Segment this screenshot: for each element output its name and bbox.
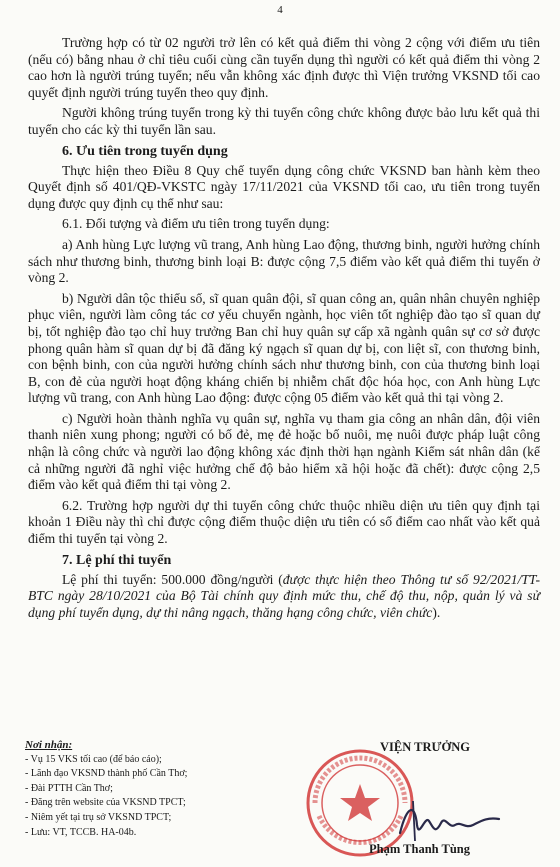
- heading-section-7: 7. Lệ phí thi tuyển: [62, 552, 172, 568]
- signer-name: Phạm Thanh Tùng: [369, 842, 470, 856]
- recipients-header: Nơi nhận:: [25, 739, 73, 751]
- recipient-item: - Lãnh đạo VKSND thành phố Cần Thơ;: [25, 768, 188, 780]
- recipient-item: - Đài PTTH Cần Thơ;: [25, 782, 113, 794]
- document-body: [28, 35, 540, 625]
- paragraph-fee: [28, 572, 540, 622]
- document-footer: [25, 738, 545, 863]
- page-number: 4: [277, 4, 283, 16]
- handwritten-signature-icon: [395, 795, 505, 845]
- fee-legal-basis: được thực hiện theo Thông tư số 92/2021/TT-BTC ngày 28/10/2021 của Bộ Tài chính quy định mức thu, chế độ thu, nộp, quản lý và sử dụng phí tuyển dụng, dự thi nâng ngạch, thăng hạng công chức, viên chức: [28, 571, 540, 620]
- signer-role: VIỆN TRƯỞNG: [380, 740, 470, 754]
- signature-block: [325, 740, 535, 863]
- recipient-item: - Niêm yết tại trụ sở VKSND TPCT;: [25, 811, 172, 823]
- recipients-block: [25, 738, 335, 840]
- recipient-item: - Đăng trên website của VKSND TPCT;: [25, 797, 186, 809]
- recipient-item: - Lưu: VT, TCCB. HA-04b.: [25, 826, 137, 838]
- paragraph-6-1-b: b) Người dân tộc thiểu số, sĩ quan quân đội, sĩ quan công an, quân nhân chuyên nghiệp phục viên, người làm công tác cơ yếu chuyển ngành, học viên tốt nghiệp đào tạo sĩ quan dự bị, tốt nghiệp đào tạo chỉ huy trưởng Ban chỉ huy quân sự cấp xã ngành quân sự cơ sở được phong quân hàm sĩ quan dự bị đã đăng ký ngạch sĩ quan dự bị, con liệt sĩ, con thương binh, con bệnh binh, con của người hưởng chính sách như thương binh, con của thương binh loại B, con đẻ của người hoạt động kháng chiến bị nhiễm chất độc hóa học, con Anh hùng Lực lượng vũ trang, con Anh hùng Lao động: được cộng 05 điểm vào kết quả thi tại vòng 2.: [28, 290, 540, 406]
- fee-close: ).: [432, 604, 441, 620]
- paragraph-priority-intro: Thực hiện theo Điều 8 Quy chế tuyển dụng công chức VKSND ban hành kèm theo Quyết định số 401/QĐ-VKSTC ngày 17/11/2021 của VKSND tối cao, ưu tiên trong tuyển dụng được quy định cụ thể như sau:: [28, 162, 540, 211]
- paragraph-tie-rule: Trường hợp có từ 02 người trở lên có kết quả điểm thi vòng 2 cộng với điểm ưu tiên (nếu có) bằng nhau ở chỉ tiêu cuối cùng cần tuyển dụng thì người có kết quả điểm thi vòng 2 cao hơn là người trúng tuyển; nếu vẫn không xác định được thì Viện trưởng VKSND tối cao quyết định người trúng tuyển theo quy định.: [28, 35, 540, 100]
- paragraph-6-1-a: a) Anh hùng Lực lượng vũ trang, Anh hùng Lao động, thương binh, người hưởng chính sách như thương binh, thương binh loại B: được cộng 7,5 điểm vào kết quả điểm thi tuyển ở vòng 2.: [28, 236, 540, 286]
- fee-text: Lệ phí thi tuyển: 500.000 đồng/người (: [62, 571, 283, 587]
- paragraph-no-reserve: Người không trúng tuyển trong kỳ thi tuyển công chức không được bảo lưu kết quả thi tuyển cho các kỳ thi tuyển lần sau.: [28, 105, 540, 137]
- paragraph-6-1-c: c) Người hoàn thành nghĩa vụ quân sự, nghĩa vụ tham gia công an nhân dân, đội viên thanh niên xung phong; người có bố đẻ, mẹ đẻ hoặc bố nuôi, mẹ nuôi được pháp luật công nhận là công chức và người lao động không xác định thời hạn ngành Kiểm sát nhân dân (kể cả những người đã nghỉ việc hưởng chế độ bảo hiểm xã hội hoặc đã chết): được cộng 2,5 điểm vào kết quả điểm thi tại vòng 2.: [28, 410, 540, 493]
- heading-section-6: 6. Ưu tiên trong tuyển dụng: [62, 143, 228, 159]
- recipient-item: - Vụ 15 VKS tối cao (để báo cáo);: [25, 753, 162, 765]
- paragraph-6-1: 6.1. Đối tượng và điểm ưu tiên trong tuyển dụng:: [62, 216, 330, 232]
- paragraph-6-2: 6.2. Trường hợp người dự thi tuyển công chức thuộc nhiều diện ưu tiên quy định tại khoản 1 Điều này thì chỉ được cộng điểm thuộc diện ưu tiên có số điểm cao nhất vào kết quả điểm thi tuyển tại vòng 2.: [28, 497, 540, 547]
